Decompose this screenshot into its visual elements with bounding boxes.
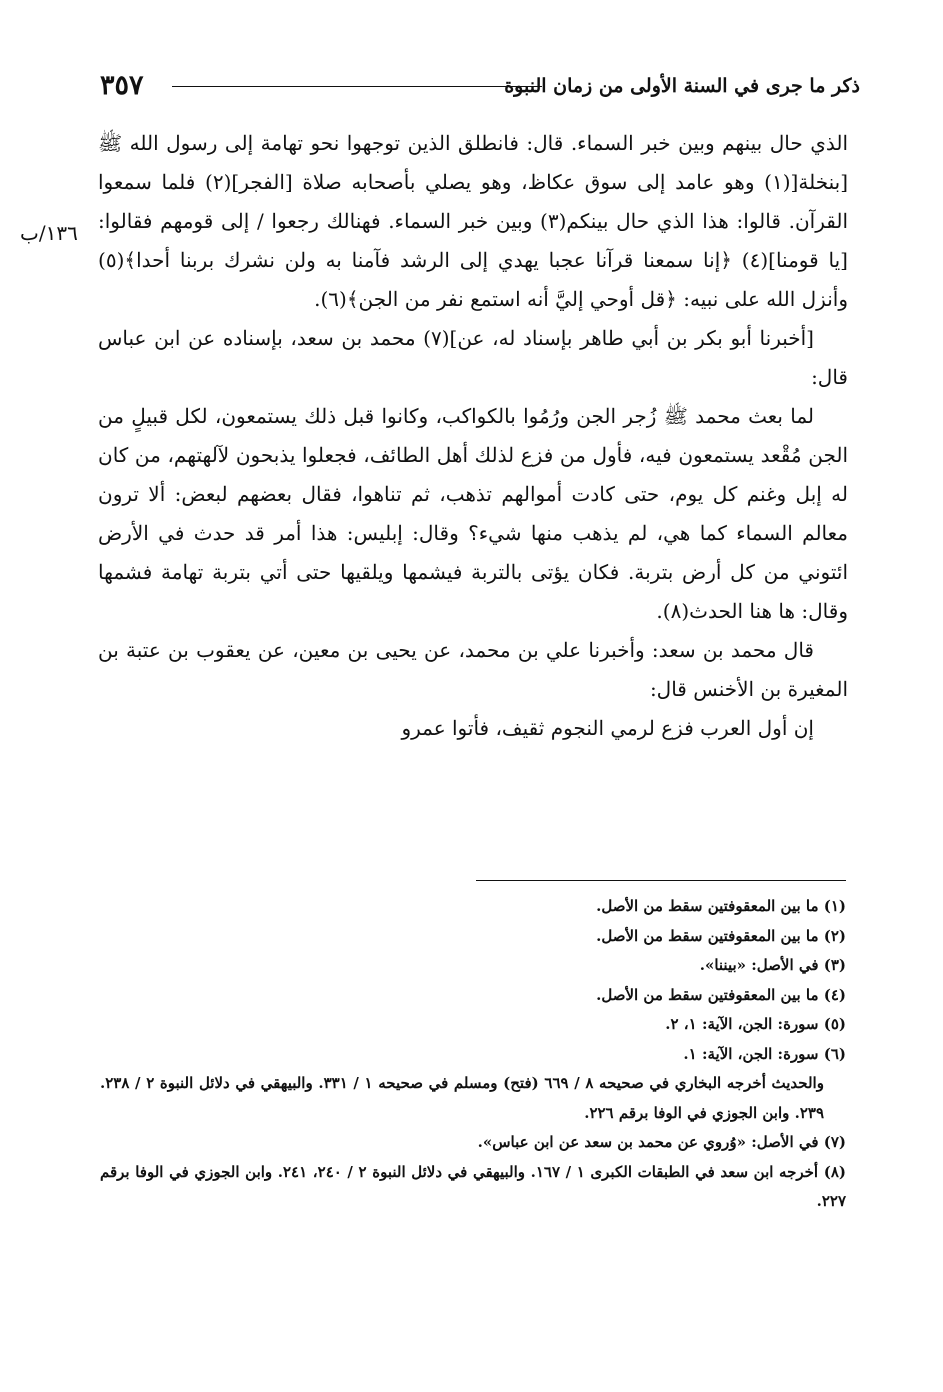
footnote: (٧) في الأصل: «وُروي عن محمد بن سعد عن ابن عباس». xyxy=(477,1133,846,1151)
page-number: ٣٥٧ xyxy=(100,70,144,101)
footnote: (١) ما بين المعقوفتين سقط من الأصل. xyxy=(596,897,846,915)
manuscript-folio-note: ١٣٦/ب xyxy=(20,221,78,245)
footnote: (٢) ما بين المعقوفتين سقط من الأصل. xyxy=(596,926,846,945)
footnote: (٤) ما بين المعقوفتين سقط من الأصل. xyxy=(596,985,846,1004)
footnote-separator xyxy=(476,880,846,881)
paragraph: [أخبرنا أبو بكر بن أبي طاهر بإسناد له، عن](٧) محمد بن سعد، بإسناده عن ابن عباس قال: xyxy=(98,326,848,389)
paragraph: إن أول العرب فزع لرمي النجوم ثقيف، فأتوا عمرو xyxy=(401,716,814,740)
paragraph: لما بعث محمد ﷺ زُجر الجن ورُمُوا بالكواكب، وكانوا قبل ذلك يستمعون، لكل قبيلٍ من الجن مُقْعد يستمعون فيه، فأول من فزع لذلك أهل الطائف، فجعلوا يذبحون لآلهتهم، من كان له إبل وغنم كل يوم، حتى كادت أموالهم تذهب، ثم تناهوا، فقال بعضهم لبعض: ألا ترون معالم السماء كما هي، لم يذهب منها شيء؟ وقال: إبليس: هذا أمر قد حدث في الأرض ائتوني من كل أرض بتربة. فكان يؤتى بالتربة فيشمها ويلقيها حتى أتي بتربة تهامة فشمها وقال: ها هنا الحدث(٨). xyxy=(98,404,848,623)
footnotes xyxy=(100,892,846,1217)
running-title: ذكر ما جرى في السنة الأولى من زمان النبوة xyxy=(504,75,860,97)
header-rule xyxy=(172,86,542,87)
footnote: (٦) سورة: الجن، الآية: ١. xyxy=(683,1044,846,1063)
paragraph: الذي حال بينهم وبين خبر السماء. قال: فانطلق الذين توجهوا نحو تهامة إلى رسول الله ﷺ [بنخلة[(١) وهو عامد إلى سوق عكاظ، وهو يصلي بأصحابه صلاة [الفجر](٢) فلما سمعوا القرآن. قالوا: هذا الذي حال بينكم(٣) وبين خبر السماء. فهنالك رجعوا / إلى قومهم فقالوا: [يا قومنا](٤) ﴿إنا سمعنا قرآنا عجبا يهدي إلى الرشد فآمنا به ولن نشرك بربنا أحدا﴾(٥) وأنزل الله على نبيه: ﴿قل أوحي إليَّ أنه استمع نفر من الجن﴾(٦). xyxy=(98,131,849,311)
footnote: (٣) في الأصل: «بيننا». xyxy=(699,956,846,974)
footnote: والحديث أخرجه البخاري في صحيحه ٨ / ٦٦٩ (فتح) ومسلم في صحيحه ١ / ٣٣١. والبيهقي في دلائل النبوة ٢ / ٢٣٨. ٢٣٩. وابن الجوزي في الوفا برقم ٢٢٦. xyxy=(100,1074,824,1122)
footnote: (٥) سورة: الجن، الآية: ١، ٢. xyxy=(665,1015,846,1033)
footnote: (٨) أخرجه ابن سعد في الطبقات الكبرى ١ / ١٦٧. والبيهقي في دلائل النبوة ٢ / ٢٤٠، ٢٤١. وابن الجوزي في الوفا برقم ٢٢٧. xyxy=(100,1162,846,1210)
page-header xyxy=(100,66,860,106)
main-text xyxy=(98,124,848,748)
paragraph: قال محمد بن سعد: وأخبرنا علي بن محمد، عن يحيى بن معين، عن يعقوب بن عتبة بن المغيرة بن الأخنس قال: xyxy=(98,638,848,701)
